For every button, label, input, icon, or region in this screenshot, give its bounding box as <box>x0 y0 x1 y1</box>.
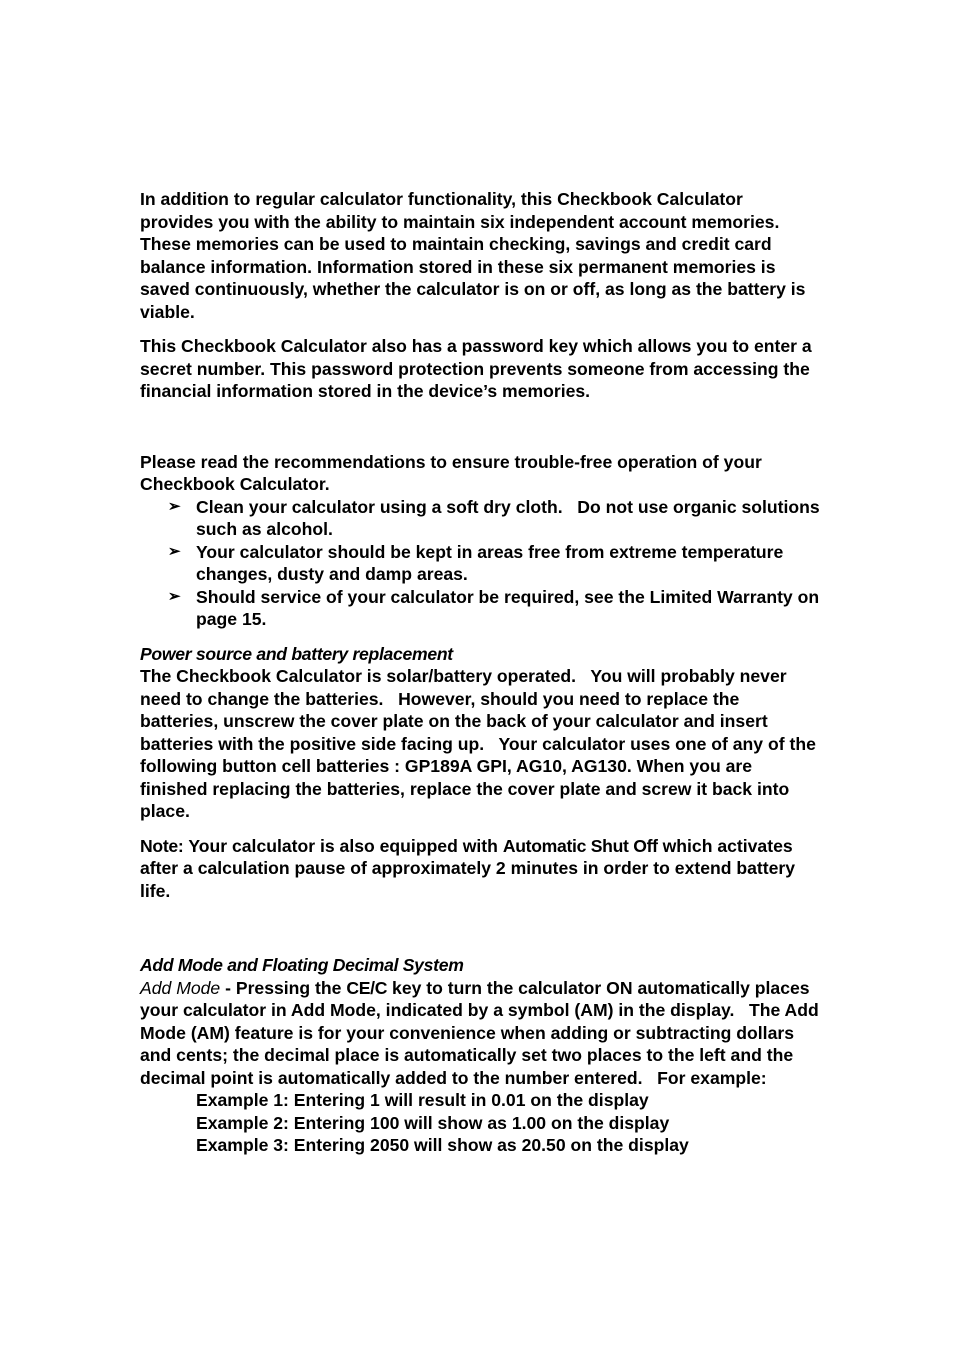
addmode-heading: Add Mode and Floating Decimal System <box>140 955 464 975</box>
arrow-bullet-icon: ➢ <box>168 542 181 560</box>
addmode-paragraph <box>140 977 824 1090</box>
example-line: Example 2: Entering 100 will show as 1.00 on the display <box>196 1112 670 1133</box>
list-item <box>168 586 820 631</box>
note-text-2: which activates after a calculation pause of approximately 2 minutes in order to extend battery life. <box>140 835 800 901</box>
note-paragraph <box>140 835 820 903</box>
note-key-term: Automatic Shut Off <box>502 835 658 856</box>
list-item-text: Clean your calculator using a soft dry cloth. Do not use organic solutions such as alcohol. <box>196 496 825 539</box>
list-item-text: Should service of your calculator be required, see the Limited Warranty on page 15. <box>196 586 820 629</box>
example-line: Example 3: Entering 2050 will show as 20.50 on the display <box>196 1135 689 1155</box>
ce-c-key-term: CE/C <box>346 977 388 998</box>
care-intro: Please read the recommendations to ensure trouble-free operation of your Checkbook Calculator. <box>140 451 762 494</box>
arrow-bullet-icon: ➢ <box>168 587 181 605</box>
intro-paragraph-1: In addition to regular calculator functionality, this Checkbook Calculator provides you with the ability to maintain six independent account memories. These memories can be used to maintain checking, savings and credit card balance information. Information stored in these six permanent memories is saved continuously, whether the calculator is on or off, as long as the battery is viable. <box>140 189 811 322</box>
intro-paragraph-2: This Checkbook Calculator also has a password key which allows you to enter a secret number. This password protection prevents someone from accessing the financial information stored in the device’s memories. <box>140 336 812 401</box>
list-item <box>168 496 825 541</box>
list-item-text: Your calculator should be kept in areas free from extreme temperature changes, dusty and damp areas. <box>196 541 784 584</box>
power-paragraph: The Checkbook Calculator is solar/battery operated. You will probably never need to change the batteries. However, should you need to replace the batteries, unscrew the cover plate on the back of your calculator and insert batteries with the positive side facing up. Your calculator uses one of any of the following button cell batteries : GP189A GPI, AG10, AG130. When you are finished replacing the batteries, replace the cover plate and screw it back into place. <box>140 666 821 821</box>
example-line: Example 1: Entering 1 will result in 0.01 on the display <box>196 1090 649 1110</box>
addmode-label: Add Mode <box>140 977 221 998</box>
arrow-bullet-icon: ➢ <box>168 497 181 515</box>
list-item <box>168 541 820 586</box>
power-heading: Power source and battery replacement <box>140 643 453 664</box>
note-label: Note <box>140 835 178 856</box>
care-list <box>140 496 825 631</box>
document-page <box>140 188 825 1157</box>
addmode-text-1: - Pressing the <box>220 977 347 998</box>
addmode-text-2: key to turn the calculator ON automatically places your calculator in Add Mode, indicated by a symbol (AM) in the display. The Add Mode (AM) feature is for your convenience when adding or subtracting dollars and cents; the decimal place is automatically set two places to the left and the decimal point is automatically added to the number entered. For example: <box>140 977 824 1088</box>
note-text-1: : Your calculator is also equipped with <box>177 835 503 856</box>
